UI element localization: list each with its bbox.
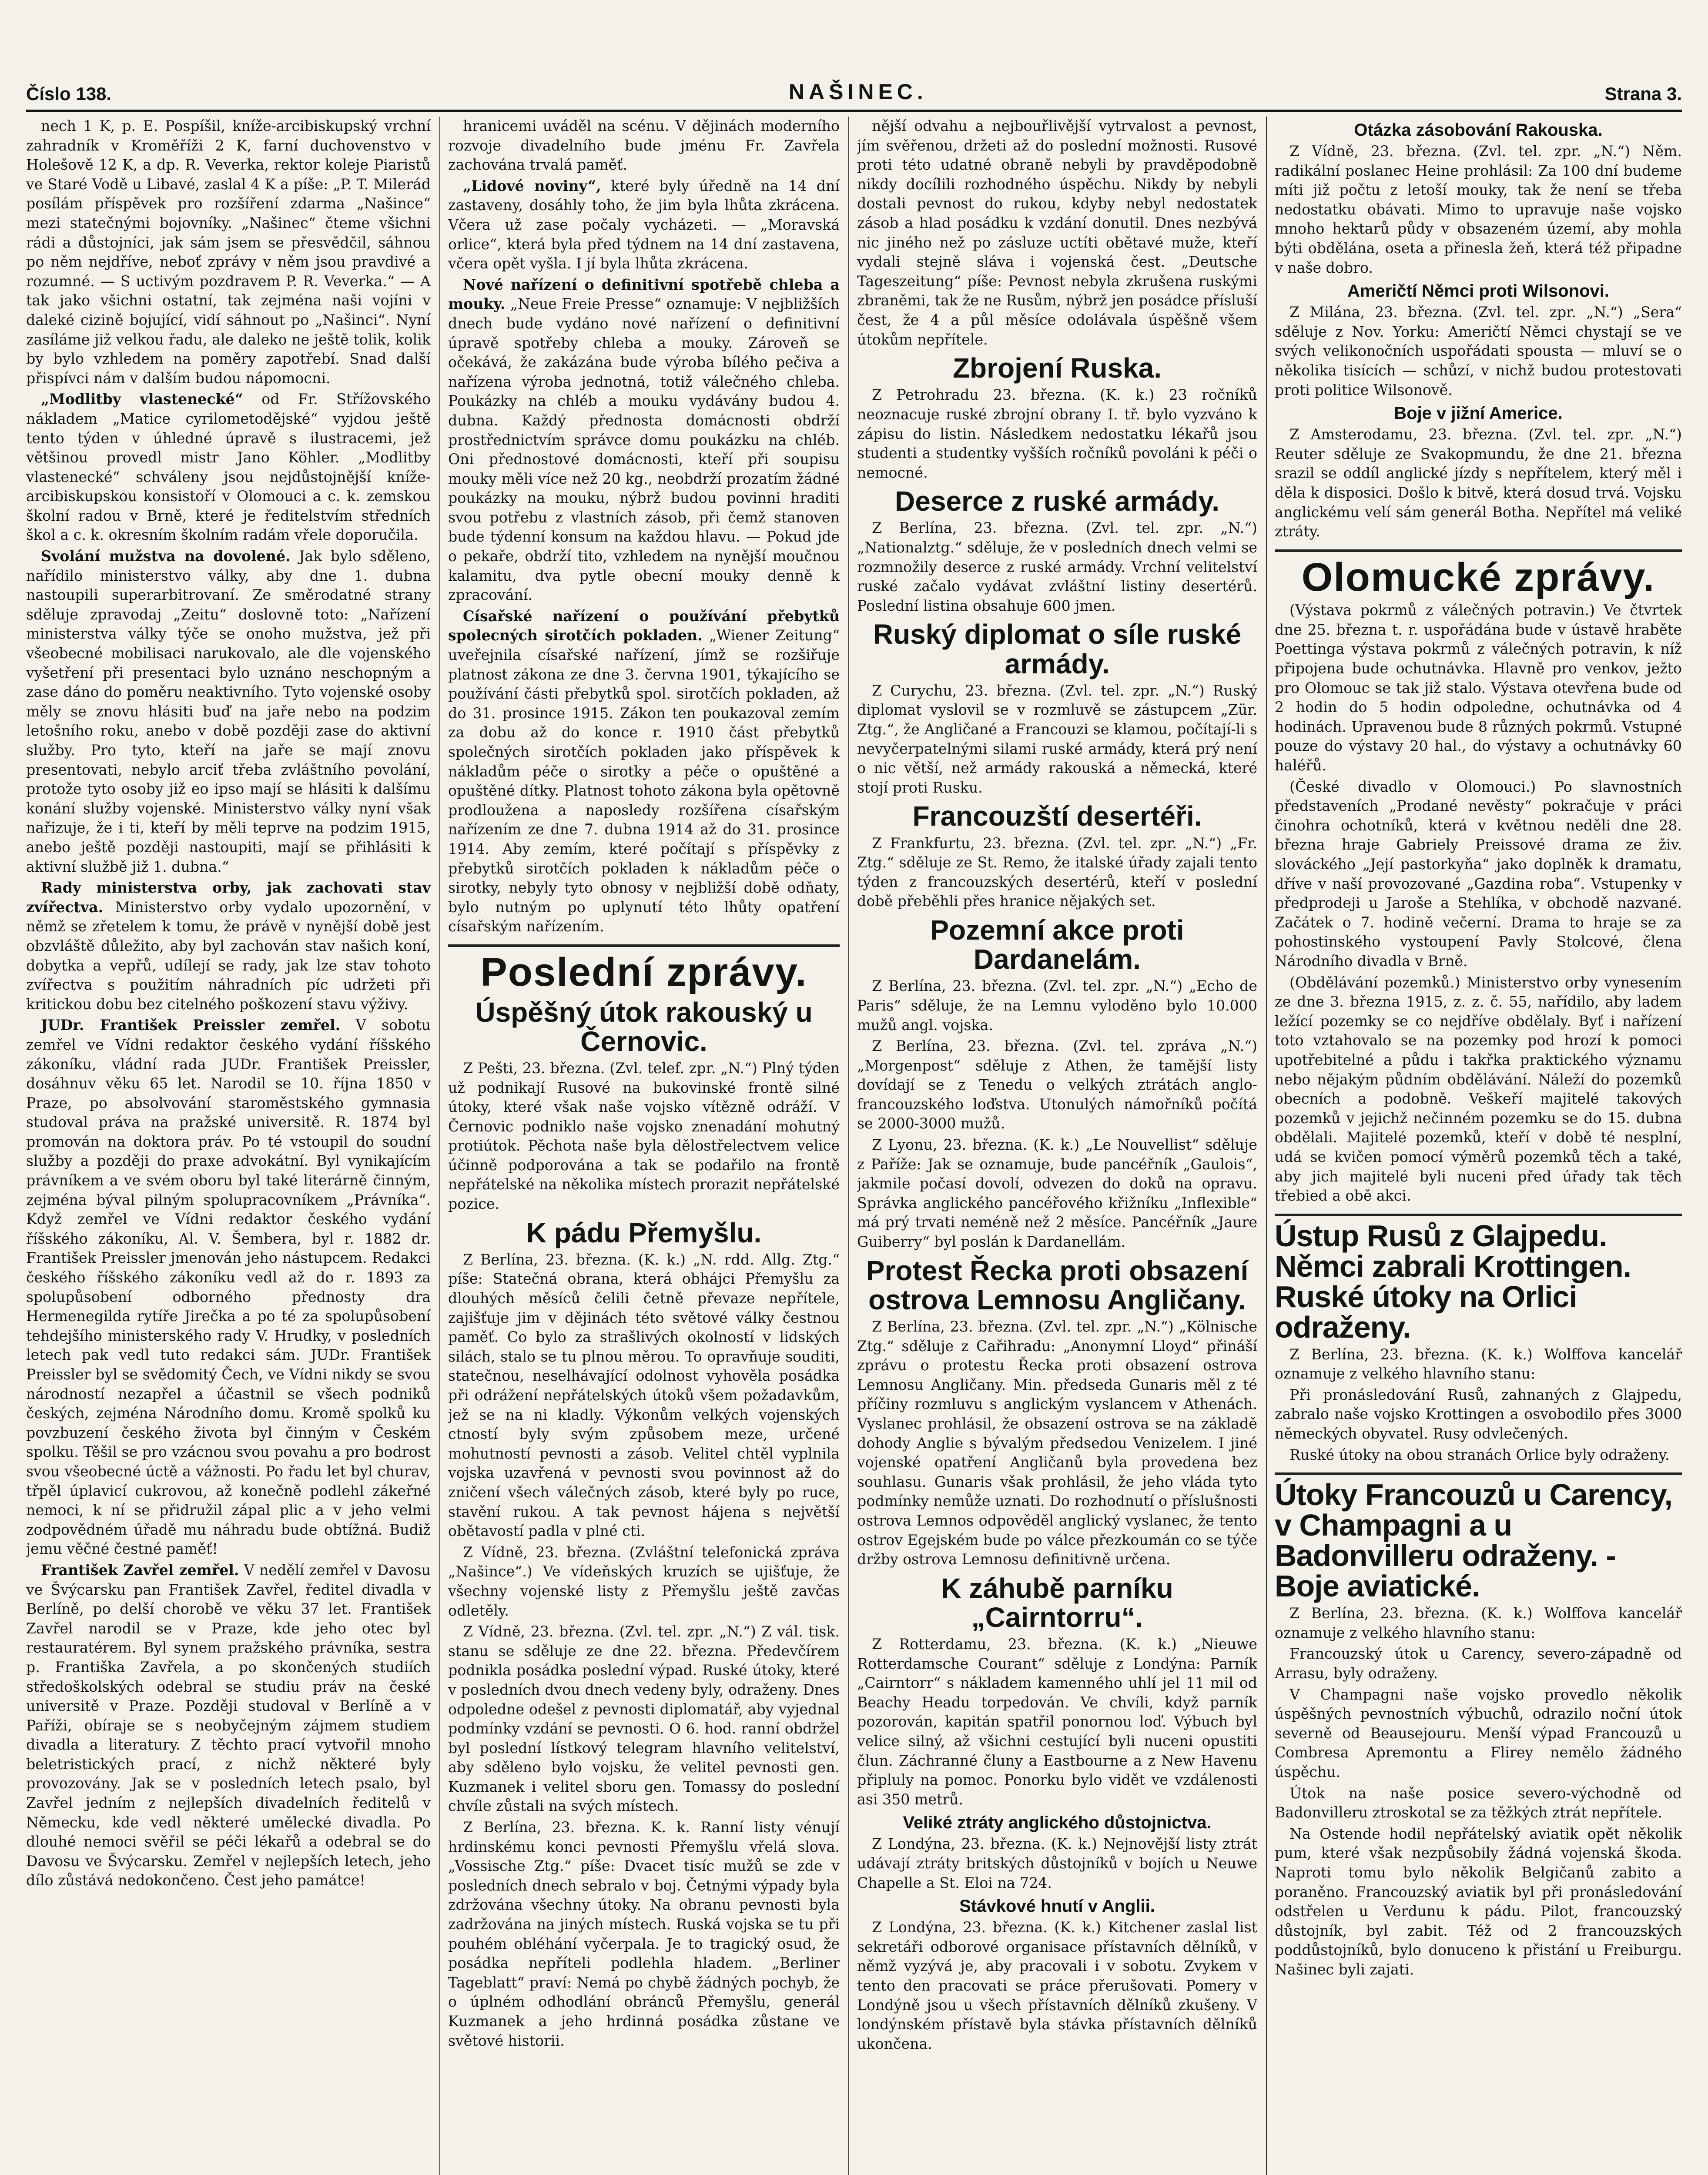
paragraph-text: Při pronásledování Rusů, zahnaných z Glajpedu, zabralo naše vojsko Krottingen a osvobodilo přes 3000 německých obyvatel. Rusy odvlečených. (1275, 1386, 1682, 1442)
article-headline: Francouzští desertéři. (912, 800, 1202, 832)
paragraph-text: Z Milána, 23. března. (Zvl. tel. zpr. „N.“) „Sera“ sděluje z Nov. Yorku: Američtí Němci chystají se ve svých velikonočních uspořádati spousta — mluví se o několika tisících — schůzí, v nichž budou protestovati proti politice Wilsonově. (1275, 304, 1682, 398)
article-headline: Zbrojení Ruska. (952, 352, 1162, 384)
article-paragraph (1275, 777, 1682, 971)
section-rule (1275, 1472, 1682, 1475)
article-paragraph (26, 878, 431, 1014)
paragraph-text: Z Amsterodamu, 23. března. (Zvl. tel. zpr. „N.“) Reuter sděluje ze Svakopmundu, že dne 21. března srazil se oddíl anglické jízdy s nepřítelem, který měl i děla k disposici. Došlo k bitvě, která dosud trvá. Vojsku anglickému velí sám generál Botha. Nepřítel má veliké ztráty. (1275, 426, 1682, 540)
article-paragraph (857, 1635, 1257, 1809)
paragraph-text: Z Curychu, 23. března. (Zvl. tel. zpr. „N.“) Ruský diplomat vyslovil se v rozmluvě se zástupcem „Zür. Ztg.“, že Angličané a Francouzi se klamou, počítají-li s nevyčerpatelnými silami ruské armády, která prý není o nic větší, než armády rakouská a německá, které stojí proti Rusku. (857, 682, 1257, 796)
paragraph-text: které byly úředně na 14 dní zastaveny, dosáhly toho, že jim byla lhůta zkrácena. Včera už zase počaly vycházeti. — „Moravská orlice“, která byla před týdnem na 14 dní zastavena, včera opět vyšla. I jí byla lhůta zkrácena. (448, 177, 840, 272)
article-headline: Olomucké zprávy. (1301, 555, 1655, 599)
paragraph-text: (Obdělávání pozemků.) Ministerstvo orby vynesením ze dne 3. března 1915, z. z. č. 55, nařídilo, aby ladem ležící pozemky se co nejdříve obdělaly. Byť i nařízení toto vztahovalo se na pozemky pod hrozí k pomoci upotřebitelné a půdu i takřka praktického významu nebo nějakým půdním obdělávání. Náleží do pozemků obecních a podobně. Veškeří majitelé takových pozemků v jejichž nečinném pozemku se do 15. dubna obdělali. Majitelé pozemků, kteří v době té nesplní, udá se kvičen pomocí výměrů pozemků těch a také, aby jich majitelé byli nuceni před úřady tak těch třebied a obě akci. (1275, 974, 1682, 1205)
article-paragraph (1275, 1604, 1682, 1643)
column-divider (439, 117, 440, 2175)
article-paragraph (26, 117, 431, 388)
paragraph-lead: „Modlitby vlastenecké“ (41, 391, 243, 408)
column-2 (448, 117, 840, 2052)
paragraph-text: nech 1 K, p. E. Pospíšil, kníže-arcibiskupský vrchní zahradník v Kroměříži 2 K, farní duchovenstvo v Holešově 12 K, a dp. R. Veverka, rektor koleje Piaristů ve Staré Vodě u Libavé, zaslal 4 K a píše: „P. T. Milerád posílám příspěvek pro rozšíření zdarma „Našince“ mezi statečnými bojovníky. „Našinec“ čteme všichni rádi a důstojníci, jak sám jsem se přesvědčil, sáhnou po něm nejdříve, neboť zprávy v něm jsou pravdivé a rozumné. — S uctivým pozdravem P. R. Veverka.“ — A tak jako všichni ostatní, tak zejména naši vojíni v daleké cizině bojující, vidí sáhnout po „Našinci“. Nyní zasíláme již velkou řadu, ale daleko ne ještě tolik, kolik by bylo vzhledem na poměry zapotřebí. Snad další přispívci nám v dalším budou nápomocni. (26, 117, 431, 387)
paragraph-text: Z Frankfurtu, 23. března. (Zvl. tel. zpr. „N.“) „Fr. Ztg.“ sděluje ze St. Remo, že italské úřady zajali tento týden z francouzských desertérů, kteří v poslední době přeběhli přes hranice nějakých set. (857, 834, 1257, 910)
article-headline: K pádu Přemyšlu. (526, 1217, 762, 1248)
paragraph-text: Ministerstvo orby vydalo upozornění, v němž se zřetelem k tomu, že právě v nynější době jest obzvláště důležito, aby byl zachován stav našich koní, dobytka a vepřů, udílejí se rady, jak lze stav tohoto zvířectva s použitím náhradních píc udržeti při kritickou dobu bez citelného poškození stavu výživy. (26, 898, 431, 1013)
paragraph-text: V nedělí zemřel v Davosu ve Švýcarsku pan František Zavřel, ředitel divadla v Berlíně, po delší chorobě ve věku 37 let. František Zavřel narodil se v Praze, kde jeho otec byl restauratérem. Byl synem pražského právníka, sestra p. Františka Zavřela, a po skončených studiích středoškolských odebral se studiu práv na české universitě v Praze. Později studoval v Berlíně a v Paříži, obíraje se s neobyčejným zájmem studiem divadla a literatury. Z těchto prací vytvořil mnoho beletristických prací, z nichž některé byly provozovány. Jak se v posledních letech psalo, byl Zavřel jedním z nejlepších divadelních ředitelů v Německu, kde vedl některé umělecké divadla. Po dlouhé nemoci svěřil se péči lékařů a odebral se do Davosu ve Švýcarsku. Zemřel v nejlepších letech, jeho dílo zůstává nedokončeno. Čest jeho památce! (26, 1561, 431, 1889)
paragraph-text: od Fr. Střížovského nákladem „Matice cyrilometodějské“ vyjdou ještě tento týden v úhledné úpravě s ilustracemi, jež většinou provedl mistr Jano Köhler. „Modlitby vlastenecké“ schváleny jsou nejdůstojnější kníže-arcibiskupskou konsistoří v Olomouci a c. k. zemskou školní radou v Brně, které je ředitelstvím středních škol a c. k. okresním školním radám vřele doporučila. (26, 391, 431, 544)
article-headline: Ústup Rusů z Glajpedu. Němci zabrali Krottingen. Ruské útoky na Orlici odraženy. (1275, 1218, 1631, 1344)
paragraph-text: Z Berlína, 23. března. K. k. Ranní listy vénují hrdinskému konci pevnosti Přemyšlu vřelá slova. „Vossische Ztg.“ píše: Dvacet tisíc mužů se zde v posledních dnech sebralo v boj. Četnými výpady byla zdržována všechny útoky. Na obranu pevnosti byla zadržována na jiných místech. Ruská vojska se tu při pouhém obléhání vyčerpala. Je to tragický osud, že posádka nepříteli podlehla hladem. „Berliner Tageblatt“ praví: Nemá po chybě žádných pochyb, že o úplném odhodlání obránců Přemyšlu, generál Kuzmanek a jeho hrdinná posádka zůstane ve světové historii. (448, 1819, 840, 2049)
article-headline: Stávkové hnutí v Anglii. (959, 1897, 1155, 1916)
article-paragraph (857, 1135, 1257, 1252)
article-headline: Ruský diplomat o síle ruské armády. (873, 619, 1242, 679)
article-paragraph (1275, 142, 1682, 278)
paragraph-text: Z Berlína, 23. března. (Zvl. tel. zpr. „N.“) „Nationalztg.“ sděluje, že v posledních dnech velmi se rozmnožily deserce z ruské armády. Vrchní velitelství ruské začalo vydávat zvláštní listiny desertérů. Poslední listina obsahuje 600 jmen. (857, 519, 1257, 614)
paragraph-text: Z Vídně, 23. března. (Zvláštní telefonická zpráva „Našince“.) Ve vídeňských kruzích se ujišťuje, že všechny vojenské listy z Přemyšlu ještě zavčas odletěly. (448, 1543, 840, 1619)
article-paragraph (1275, 1644, 1682, 1683)
paragraph-text: Z Vídně, 23. března. (Zvl. tel. zpr. „N.“) Z vál. tisk. stanu se sděluje ze dne 22. března. Předevčírem podnikla posádka poslední výpad. Ruské útoky, které v posledních dvou dnech vedeny byly, odraženy. Dnes odpoledne odešel z pevnosti diplomatář, aby vyjednal podmínky vzdání se pevnosti. O 6. hod. ranní obdržel byl poslední lístkový telegram hlavního velitelství, aby sděleno bylo vojsku, že velitel pevnosti gen. Kuzmanek i velitel sboru gen. Tomassy do poslední chvíle zůstali na svých místech. (448, 1623, 840, 1815)
section-rule (1275, 1214, 1682, 1216)
paragraph-lead: JUDr. František Preissler zemřel. (41, 1017, 341, 1034)
article-paragraph (857, 834, 1257, 911)
paragraph-text: Z Berlína, 23. března. (Zvl. tel. zpráva „N.“) „Morgenpost“ sděluje z Athen, že tamější listy dovídají se z Tenedu o velkých ztrátách anglo-francouzského loďstva. Utonulých námořníků počítá se 2000-3000 mužů. (857, 1037, 1257, 1132)
article-headline: Poslední zprávy. (480, 950, 807, 994)
paragraph-text: Francouzský útok u Carency, severo-západně od Arrasu, byly odraženy. (1275, 1645, 1682, 1682)
article-paragraph (1275, 601, 1682, 775)
paragraph-text: Z Londýna, 23. března. (K. k.) Kitchener zaslal list sekretáři odborové organisace přístavních dělníků, v němž vyzývá je, aby pracovali i v sobotu. Zvykem v tento den pracovati se práce přerušovati. Pomery v Londýně jsou u všech přístavních dělníků zkušeny. V londýnském přístavě byla stávka přístavních dělníků ukončena. (857, 1919, 1257, 2052)
article-headline: K záhubě parníku „Cairntorru“. (941, 1572, 1173, 1633)
paragraph-text: Z Berlína, 23. března. (K. k.) Wolffova kancelář oznamuje z velkého hlavního stanu: (1275, 1605, 1682, 1641)
paragraph-text: Z Berlína, 23. března. (K. k.) Wolffova kancelář oznamuje z velkého hlavního stanu: (1275, 1345, 1682, 1382)
article-paragraph (1275, 425, 1682, 542)
article-paragraph (448, 607, 840, 937)
paragraph-text: Útok na naše posice severo-východně od Badonvilleru ztroskotal se za těžkých ztrát nepřítele. (1275, 1784, 1682, 1821)
article-headline: Veliké ztráty anglického důstojnictva. (903, 1813, 1212, 1833)
paragraph-text: V Champagni naše vojsko provedlo několik úspěšných pevnostních výbuchů, odrazilo noční útok severně od Beausejouru. Menší výpad Francouzů u Combresa Apremontu a Flirey nemělo žádného úspěchu. (1275, 1686, 1682, 1780)
masthead-title: NAŠINEC. (788, 80, 928, 104)
paragraph-lead: Rady ministerstva orby, jak zachovati stav zvířectva. (26, 879, 431, 916)
paragraph-text: „Wiener Zeitung“ uveřejnila císařské nařízení, jímž se rozšiřuje platnost zákona ze dne 3. června 1901, týkajícího se používání části přebytků spol. sirotčích pokladen, až do 31. prosince 1915. Zákon ten poukazoval zemím za dobu až do konce r. 1910 část přebytků společných sirotčích pokladen jako příspěvek k nákladům péče o sirotky a péče o opuštěné a opuštěné dítky. Platnost tohoto zákona byla opětovně prodloužena a naposledy rozšířena císařským nařízením ze dne 7. dubna 1914 až do 31. prosince 1914. Aby zemím, které počítají s příspěvky z přebytků sirotčích pokladen k nákladům péče o sirotky, nebyly tyto obnosy v nejbližší době odňaty, bylo nutným po uplynutí této lhůty opatření císařským nařízením. (448, 627, 840, 935)
column-3 (857, 117, 1257, 2055)
paragraph-lead: Svolání mužstva na dovolené. (41, 548, 291, 565)
paragraph-text: V sobotu zemřel ve Vídni redaktor českého vydání říšského zákoníku, vládní rada JUDr. František Preissler, dosáhnuv věku 65 let. Narodil se 10. října 1850 v Praze, po absolvování staroměstského gymnasia studoval práva na pražské universitě. R. 1874 byl promován na doktora práv. Po té vstoupil do soudní služby a později do praxe advokátní. Byl vynikajícím právníkem a ve svém oboru byl také literárně činným, zejména býval pilným spolupracovníkem „Právníka“. Když zemřel ve Vídni redaktor českého vydání říšského zákoníku, Al. V. Šembera, byl r. 1882 dr. František Preissler jmenován jeho nástupcem. Redakci českého říšského zákoníku vedl až do r. 1893 za spolupůsobení odborného přednosty dra Hermenegilda rytíře Jirečka a po té za spolupůsobení tehdejšího ministerského rady V. Hrudky, v posledních letech pak vedl tuto redakci sám. JUDr. František Preissler byl se svědomitý Čech, ve Vídni nikdy se svou národností nezapřel a účastnil se všech podniků českých, zejména Národního domu. Kromě spolků ku povzbuzení českého života byl činným v Českém spolku. Těšil se pro vzácnou svou povahu a pro bodrost svou všeobecné úctě a vážnosti. Po řadu let byl churav, třpěl úplavicí cukrovou, až konečně podlehl zákeřné nemoci, k ní se přidružil zápal plic a v jeho velmi zodpovědném úřadě mu náhradu bude obtížná. Budiž jemu věčné čestné paměť! (26, 1017, 431, 1558)
paragraph-text: Z Petrohradu 23. března. (K. k.) 23 ročníků neoznacuje ruské zbrojní obrany I. tř. bylo vyzváno k zápisu do listin. Následkem nedostatku lékařů jsou studenti a studentky vyšších ročníků povoláni k péči o nemocné. (857, 386, 1257, 481)
paragraph-text: Ruské útoky na obou stranách Orlice byly odraženy. (1289, 1446, 1670, 1463)
article-paragraph (1275, 303, 1682, 400)
paragraph-lead: „Lidové noviny“, (463, 177, 601, 194)
paragraph-text: Na Ostende hodil nepřátelský aviatik opět několik pum, které však nezpůsobily žádná vojenská škoda. Naproti tomu bylo několik Belgičanů zabito a poraněno. Francouzský aviatik byl při pronásledování odstřelen u Verdunu k pádu. Pilot, francouzský důstojník, byl zabit. Též od 2 francouzských poddůstojníků, bylo donuceno k přistání u Freiburgu. Našinec byli zajati. (1275, 1825, 1682, 1978)
issue-number: Číslo 138. (26, 84, 112, 104)
paragraph-text: nější odvahu a nejbouřlivější vytrvalost a pevnost, jím svěřenou, držeti až do poslední možnosti. Rusové proti této udatné obraně nebyli by pravděpodobně nikdy docílili rozhodného úspěchu. Nikdy by nebyli dostali pevnost do rukou, kdyby nebyl nedostatek zásob a hlad posádku k vzdání donutil. Dnes nezbývá nic jiného než po zásluze uctíti obětavé muže, kteří vydali stejně sláva i vojenská čest. „Deutsche Tageszeitung“ píše: Pevnost nebyla zkrušena ruskými zbraněmi, tak že ne Rusům, nýbrž jen posádce přísluší čest, že 4 a půl měsíce odolávala úspěšně všem útokům nepřítele. (857, 117, 1257, 348)
article-paragraph (1275, 1784, 1682, 1823)
paragraph-lead: Nové nařízení o definitivní spotřebě chleba a mouky. (448, 276, 840, 313)
article-paragraph (26, 390, 431, 545)
paragraph-text: Z Pešti, 23. března. (Zvl. telef. zpr. „N.“) Plný týden už podnikají Rusové na bukovinské frontě silné útoky, které však naše vojsko vítězně odráží. V Černovic podniklo naše vojsko znenadání mohutný protiútok. Pěchota naše byla dělostřelectvem velice účinně podporována a tak se podařilo na frontě nepřátelské na několika místech prorazit nepřátelské pozice. (448, 1059, 840, 1213)
article-paragraph (1275, 1385, 1682, 1444)
article-paragraph (26, 547, 431, 877)
article-headline: Američtí Němci proti Wilsonovi. (1347, 281, 1609, 301)
paragraph-lead: František Zavřel zemřel. (41, 1561, 239, 1579)
section-rule (448, 944, 840, 947)
article-paragraph (857, 1317, 1257, 1569)
header-rule (26, 110, 1682, 112)
article-paragraph (448, 177, 840, 274)
paragraph-text: Z Vídně, 23. března. (Zvl. tel. zpr. „N.“) Něm. radikální poslanec Heine prohlásil: Za 100 dní budeme míti již počtu z letoší mouky, tak že není se třeba nedostatku obávati. Mimo to upravuje naše vojsko mnoho hektarů půdy v obsazeném území, aby mohla býti obdělána, oseta a přinesla žeň, která též připadne v naše dobro. (1275, 143, 1682, 276)
article-paragraph (26, 1016, 431, 1559)
paragraph-text: (České divadlo v Olomouci.) Po slavnostních představeních „Prodané nevěsty“ pokračuje v práci činohra ochotníků, která v květnou neděli dne 28. března hraje Gabriely Preissové drama ze živ. slováckého „Její pastorkyňa“ jako doplněk k dramatu, dříve v naší provozované „Gazdina roba“. Vstupenky v předprodeji u Jaroše a Stehlíka, v obchodě nazvané. Začátek o 7. hodině večerní. Drama to hraje se za pohostinského vystoupení Pavly Stolcové, člena Národního divadla v Brně. (1275, 778, 1682, 970)
article-paragraph (857, 681, 1257, 798)
column-divider (848, 117, 849, 2175)
paragraph-text: Jak bylo sděleno, nařídilo ministerstvo války, aby dne 1. dubna nastoupili superarbitrovaní. Ze směrodatné strany sděluje zpravodaj „Zeitu“ doslovně toto: „Nařízení ministerstva války týče se onoho mužstva, jež při všeobecné mobilisaci narukovalo, ale dle vojenského vyšetření při presentaci bylo uznáno neschopným a zase dáno do poměru neaktivního. Tyto vojenské osoby měly se znovu hlásiti buď na jaře nebo na podzim letošního roku, anebo v době později zase do aktivní služby. Pro tyto, kteří na jaře se mají znovu presentovati, nebylo arciť třeba zvláštního povolání, protože tyto osoby již eo ipso mají se hlásiti k dalšímu konání služby vojenské. Ministerstvo války nyní však nařizuje, že i ti, kteří by měli teprve na podzim 1915, anebo ještě později nastoupiti, mají se přihlásiti k aktivní službě již 1. dubna.“ (26, 548, 431, 875)
paragraph-text: Z Berlína, 23. března. (Zvl. tel. zpr. „N.“) „Echo de Paris“ sděluje, že na Lemnu vyloděno bylo 10.000 mužů angl. vojska. (857, 977, 1257, 1034)
paragraph-text: hranicemi uváděl na scénu. V dějinách moderního rozvoje divadelního bude jménu Fr. Zavřela zachována trvalá paměť. (448, 117, 840, 174)
article-paragraph (1275, 1446, 1682, 1465)
article-paragraph (857, 1834, 1257, 1893)
article-paragraph (448, 1250, 840, 1541)
article-paragraph (448, 1543, 840, 1620)
paragraph-text: Z Berlína, 23. března. (K. k.) „N. rdd. Allg. Ztg.“ píše: Statečná obrana, která obhájci Přemyšlu za dlouhých měsíců čelili četně převaze nepřítele, zajišťuje jim v dějinách této světové války čestnou paměť. Co bylo za strašlivých okolností v lidských silách, stalo se tu plnou měrou. To opravňuje souditi, statečnou, neselhávající odolnost vyhověla posádka při odrážení nepřátelských útoků všem požadavkům, jež se na ni kladly. Výkonům velkých vojenských ctností byly svým způsobem meze, určené mohutností pevnosti a zásob. Velitel chtěl vyplnila vojska uzavřená v pevnosti svou povinnost až do zničení všech válečných zásob, které byly po ruce, stavění rukou. A tak pevnost hájena s největší obětavostí padla v plné cti. (448, 1251, 840, 1540)
column-1 (26, 117, 431, 1892)
article-paragraph (448, 275, 840, 605)
article-headline: Deserce z ruské armády. (895, 485, 1219, 517)
article-paragraph (857, 1037, 1257, 1134)
page-header (26, 70, 1682, 104)
article-headline: Úspěšný útok rakouský u Černovic. (475, 996, 813, 1057)
article-paragraph (1275, 1345, 1682, 1384)
article-headline: Boje v jižní Americe. (1394, 404, 1563, 423)
paragraph-text: Z Lyonu, 23. března. (K. k.) „Le Nouvellist“ sděluje z Paříže: Jak se oznamuje, bude pancéřník „Gaulois“, jakmile počasí dovolí, odvezen do doků na opravu. Správka anglického pancéřového křižníku „Inflexible“ má prý trvati neméně než 2 měsíce. Pancéřník „Jaure Guiberry“ byl poslán k Dardanellám. (857, 1136, 1257, 1251)
article-paragraph (448, 1818, 840, 2051)
article-paragraph (1275, 1824, 1682, 1980)
article-paragraph (448, 1059, 840, 1214)
article-paragraph (448, 117, 840, 175)
paragraph-lead: Císařské nařízení o používání přebytků spolecných sirotčích pokladen. (448, 607, 840, 644)
article-headline: Pozemní akce proti Dardanelám. (930, 914, 1184, 975)
article-paragraph (26, 1561, 431, 1891)
article-paragraph (857, 1918, 1257, 2054)
article-headline: Otázka zásobování Rakouska. (1354, 120, 1603, 140)
column-4 (1275, 117, 1682, 1981)
article-headline: Protest Řecka proti obsazení ostrova Lemnosu Angličany. (866, 1255, 1249, 1315)
article-paragraph (857, 519, 1257, 616)
column-divider (1266, 117, 1267, 2175)
article-headline: Útoky Francouzů u Carency, v Champagni a u Badonvilleru odraženy. - Boje aviatické. (1275, 1478, 1673, 1603)
article-paragraph (857, 977, 1257, 1035)
paragraph-text: Z Rotterdamu, 23. března. (K. k.) „Nieuwe Rotterdamsche Courant“ sděluje z Londýna: Parník „Cairntorr“ s nákladem kamenného uhlí jel 11 mil od Beachy Headu torpedován. Ve chvíli, když parník pozorován, kapitán spatřil ponornou loď. Výbuch byl velice silný, až všichni cestující byli nuceni opustiti člun. Záchranné čluny a Eastbourne a z New Havenu připluly na pomoc. Ponorku bylo vidět ve vzdálenosti asi 350 metrů. (857, 1636, 1257, 1808)
paragraph-text: Z Berlína, 23. března. (Zvl. tel. zpr. „N.“) „Kölnische Ztg.“ sděluje z Cařihradu: „Anonymní Lloyd“ přináší zprávu o protestu Řecka proti obsazení ostrova Lemnosu Angličany. Min. předseda Gunaris měl z té příčiny rozmluvu s anglickým vyslancem v Athenách. Vyslanec prohlásil, že obsazení ostrova se na základě dohody Anglie s bývalým předsedou Venizelem. I jiné vojenské opatření Angličanů byla provedena bez souhlasu. Gunaris však prohlásil, že jeho vláda tyto podmínky nemůže uznati. Do rozhodnutí o příslušnosti ostrova Lemnos odpověděl anglický vyslanec, že tento ostrov Egejském bude po válce přezkoumán co se týče držby ostrova Lemnosu definitivně určena. (857, 1318, 1257, 1568)
section-rule (1275, 549, 1682, 552)
article-paragraph (857, 117, 1257, 349)
article-paragraph (857, 385, 1257, 482)
page-number: Strana 3. (1604, 84, 1682, 104)
paragraph-text: (Výstava pokrmů z válečných potravin.) Ve čtvrtek dne 25. března t. r. uspořádána bude v ústavě hraběte Poettinga výstava pokrmů z válečných potravin, k níž připojena bude ochutnávka. Hlavně pro venkov, ježto pro Olomouc se tak již stalo. Výstava otevřena bude od 2 hodin do 5 hodin odpoledne, ochutnávka od 4 hodinách. Upravenou bude 8 různých pokrmů. Vstupné pouze do výstavy 20 hal., do výstavy a ochutnávky 60 haléřů. (1275, 602, 1682, 774)
article-paragraph (1275, 1685, 1682, 1782)
article-paragraph (448, 1622, 840, 1816)
paragraph-text: Z Londýna, 23. března. (K. k.) Nejnovější listy ztrát udávají ztráty britských důstojníků v bojích u Neuwe Chapelle a St. Eloi na 724. (857, 1835, 1257, 1891)
article-paragraph (1275, 973, 1682, 1206)
paragraph-text: „Neue Freie Presse“ oznamuje: V nejbližších dnech bude vydáno nové nařízení o definitivní úpravě spotřeby chleba a mouky. Zároveň se očekává, že zakázána bude výroba bílého pečiva a nařízena výroba jednotná, totiž válečného chleba. Poukázky na chléb a mouku vydávány budou 4. dubna. Každý přednosta domácnosti obdrží prostřednictvím správce domu poukázku na chléb. Oni přednostové domácnosti, kteří při soupisu mouky měli více než 20 kg., neobdrží prozatím žádné poukázky na mouku, nýbrž budou povinni hraditi svou potřebu z vlastních zásob, při čemž stanoven bude týdenní konsum na každou hlavu. — Pokud jde o pekaře, obdrží tito, vzhledem na nynější moučnou kalamitu, dva pytle obecní mouky denně k zpracování. (448, 295, 840, 604)
